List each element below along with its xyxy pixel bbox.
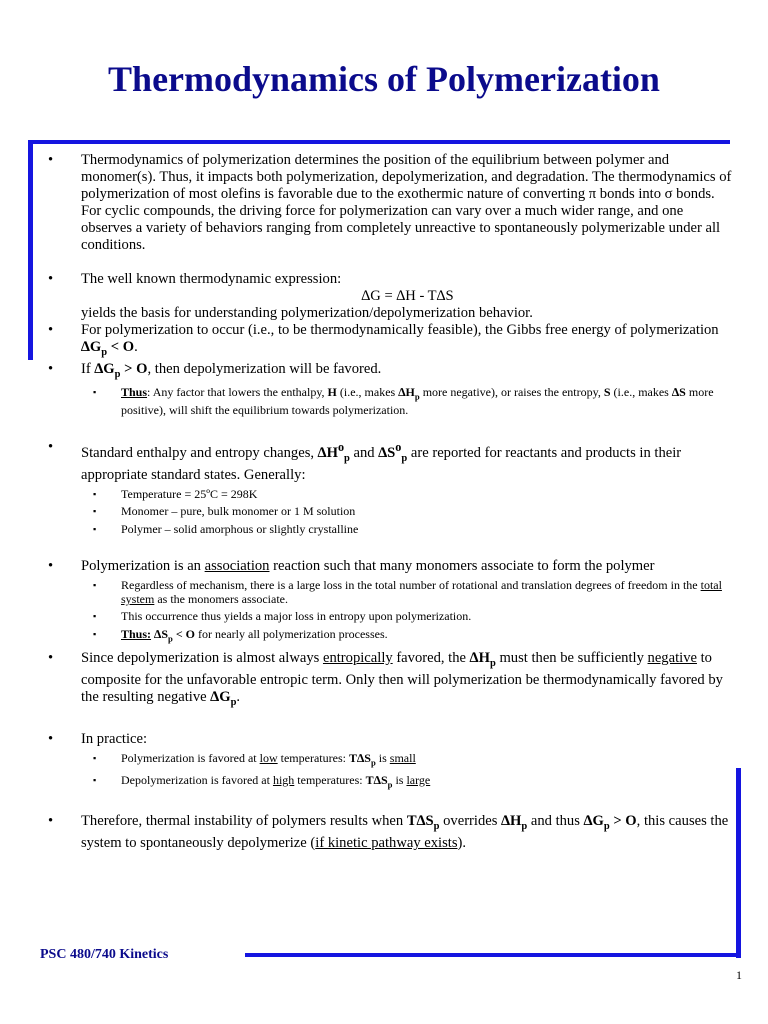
- sub-bullet-low-temperature: ▪ Polymerization is favored at low temperatures: $T\Delta S_p$ is small: [44, 752, 734, 770]
- bullet-association: • Polymerization is an association reaction such that many monomers associate to form the polymer: [44, 558, 734, 575]
- bullet-feasibility: • For polymerization to occur (i.e., to be thermodynamically feasible), the Gibbs free energy of polymerization $\Delta G_p < O$.: [44, 322, 734, 361]
- sub-bullet-thus-entropy: ▪ Thus: $\Delta S_p < O$ for nearly all polymerization processes.: [44, 628, 734, 646]
- bullet-in-practice: • In practice:: [44, 731, 734, 748]
- bullet-equilibrium: • Thermodynamics of polymerization determines the position of the equilibrium between polymer and monomer(s). Thus, it impacts both polymerization, depolymerization, and degradation. The thermodynamics of polymerization of most olefins is favorable due to the exothermic nature of converting π bonds into σ bonds. For cyclic compounds, the driving force for polymerization can vary over a much wider range, and one observes a variety of behaviors ranging from completely unreactive to spontaneously polymerizable under all conditions.: [44, 152, 734, 254]
- left-accent-bar: [28, 140, 33, 360]
- sub-bullet-temperature: ▪ Temperature = 25ºC = 298K: [44, 488, 734, 502]
- bullet-standard-states: • Standard enthalpy and entropy changes, $\Delta H^o_p$ and $\Delta S^o_p$ are reported for reactants and products in their appropriate standard states. Generally:: [44, 439, 734, 484]
- sub-bullet-high-temperature: ▪ Depolymerization is favored at high temperatures: $T\Delta S_p$ is large: [44, 774, 734, 792]
- footer-course-label: PSC 480/740 Kinetics: [40, 947, 169, 962]
- sub-bullet-thus-enthalpy: ▪ Thus: Any factor that lowers the enthalpy, H (i.e., makes $\Delta H_p$ more negative), or raises the entropy, S (i.e., makes ∆S more positive), will shift the equilibrium towards polymerization.: [44, 386, 734, 417]
- right-accent-bar: [736, 768, 741, 958]
- sub-bullet-monomer: ▪ Monomer – pure, bulk monomer or 1 M solution: [44, 505, 734, 519]
- top-accent-bar: [28, 140, 730, 144]
- gibbs-equation: ∆G = ∆H - T∆S: [361, 288, 454, 304]
- bullet-thermal-instability: • Therefore, thermal instability of polymers results when $T\Delta S_p$ overrides $\Delta H_p$ and thus $\Delta G_p > O$, this causes the system to spontaneously depolymerize (if kinetic pathway exists).: [44, 813, 734, 852]
- bullet-thermo-expression: • The well known thermodynamic expression: ∆G = ∆H - T∆S yields the basis for understanding polymerization/depolymerization behavior.: [44, 271, 734, 322]
- bullet-depolymerization: • If $\Delta G_p > O$, then depolymerization will be favored.: [44, 361, 734, 383]
- bottom-accent-bar: [245, 953, 741, 957]
- page-number: 1: [736, 968, 742, 982]
- slide-body: [44, 152, 734, 852]
- bullet-entropically-favored: • Since depolymerization is almost always entropically favored, the $\Delta H_p$ must then be sufficiently negative to composite for the unfavorable entropic term. Only then will polymerization be thermodynamically favored by the resulting negative $\Delta G_p$.: [44, 650, 734, 711]
- sub-bullet-degrees-of-freedom: ▪ Regardless of mechanism, there is a large loss in the total number of rotational and translation degrees of freedom in the total system as the monomers associate.: [44, 579, 734, 606]
- sub-bullet-entropy-loss: ▪ This occurrence thus yields a major loss in entropy upon polymerization.: [44, 610, 734, 624]
- sub-bullet-polymer: ▪ Polymer – solid amorphous or slightly crystalline: [44, 523, 734, 537]
- slide-title: Thermodynamics of Polymerization: [108, 59, 660, 99]
